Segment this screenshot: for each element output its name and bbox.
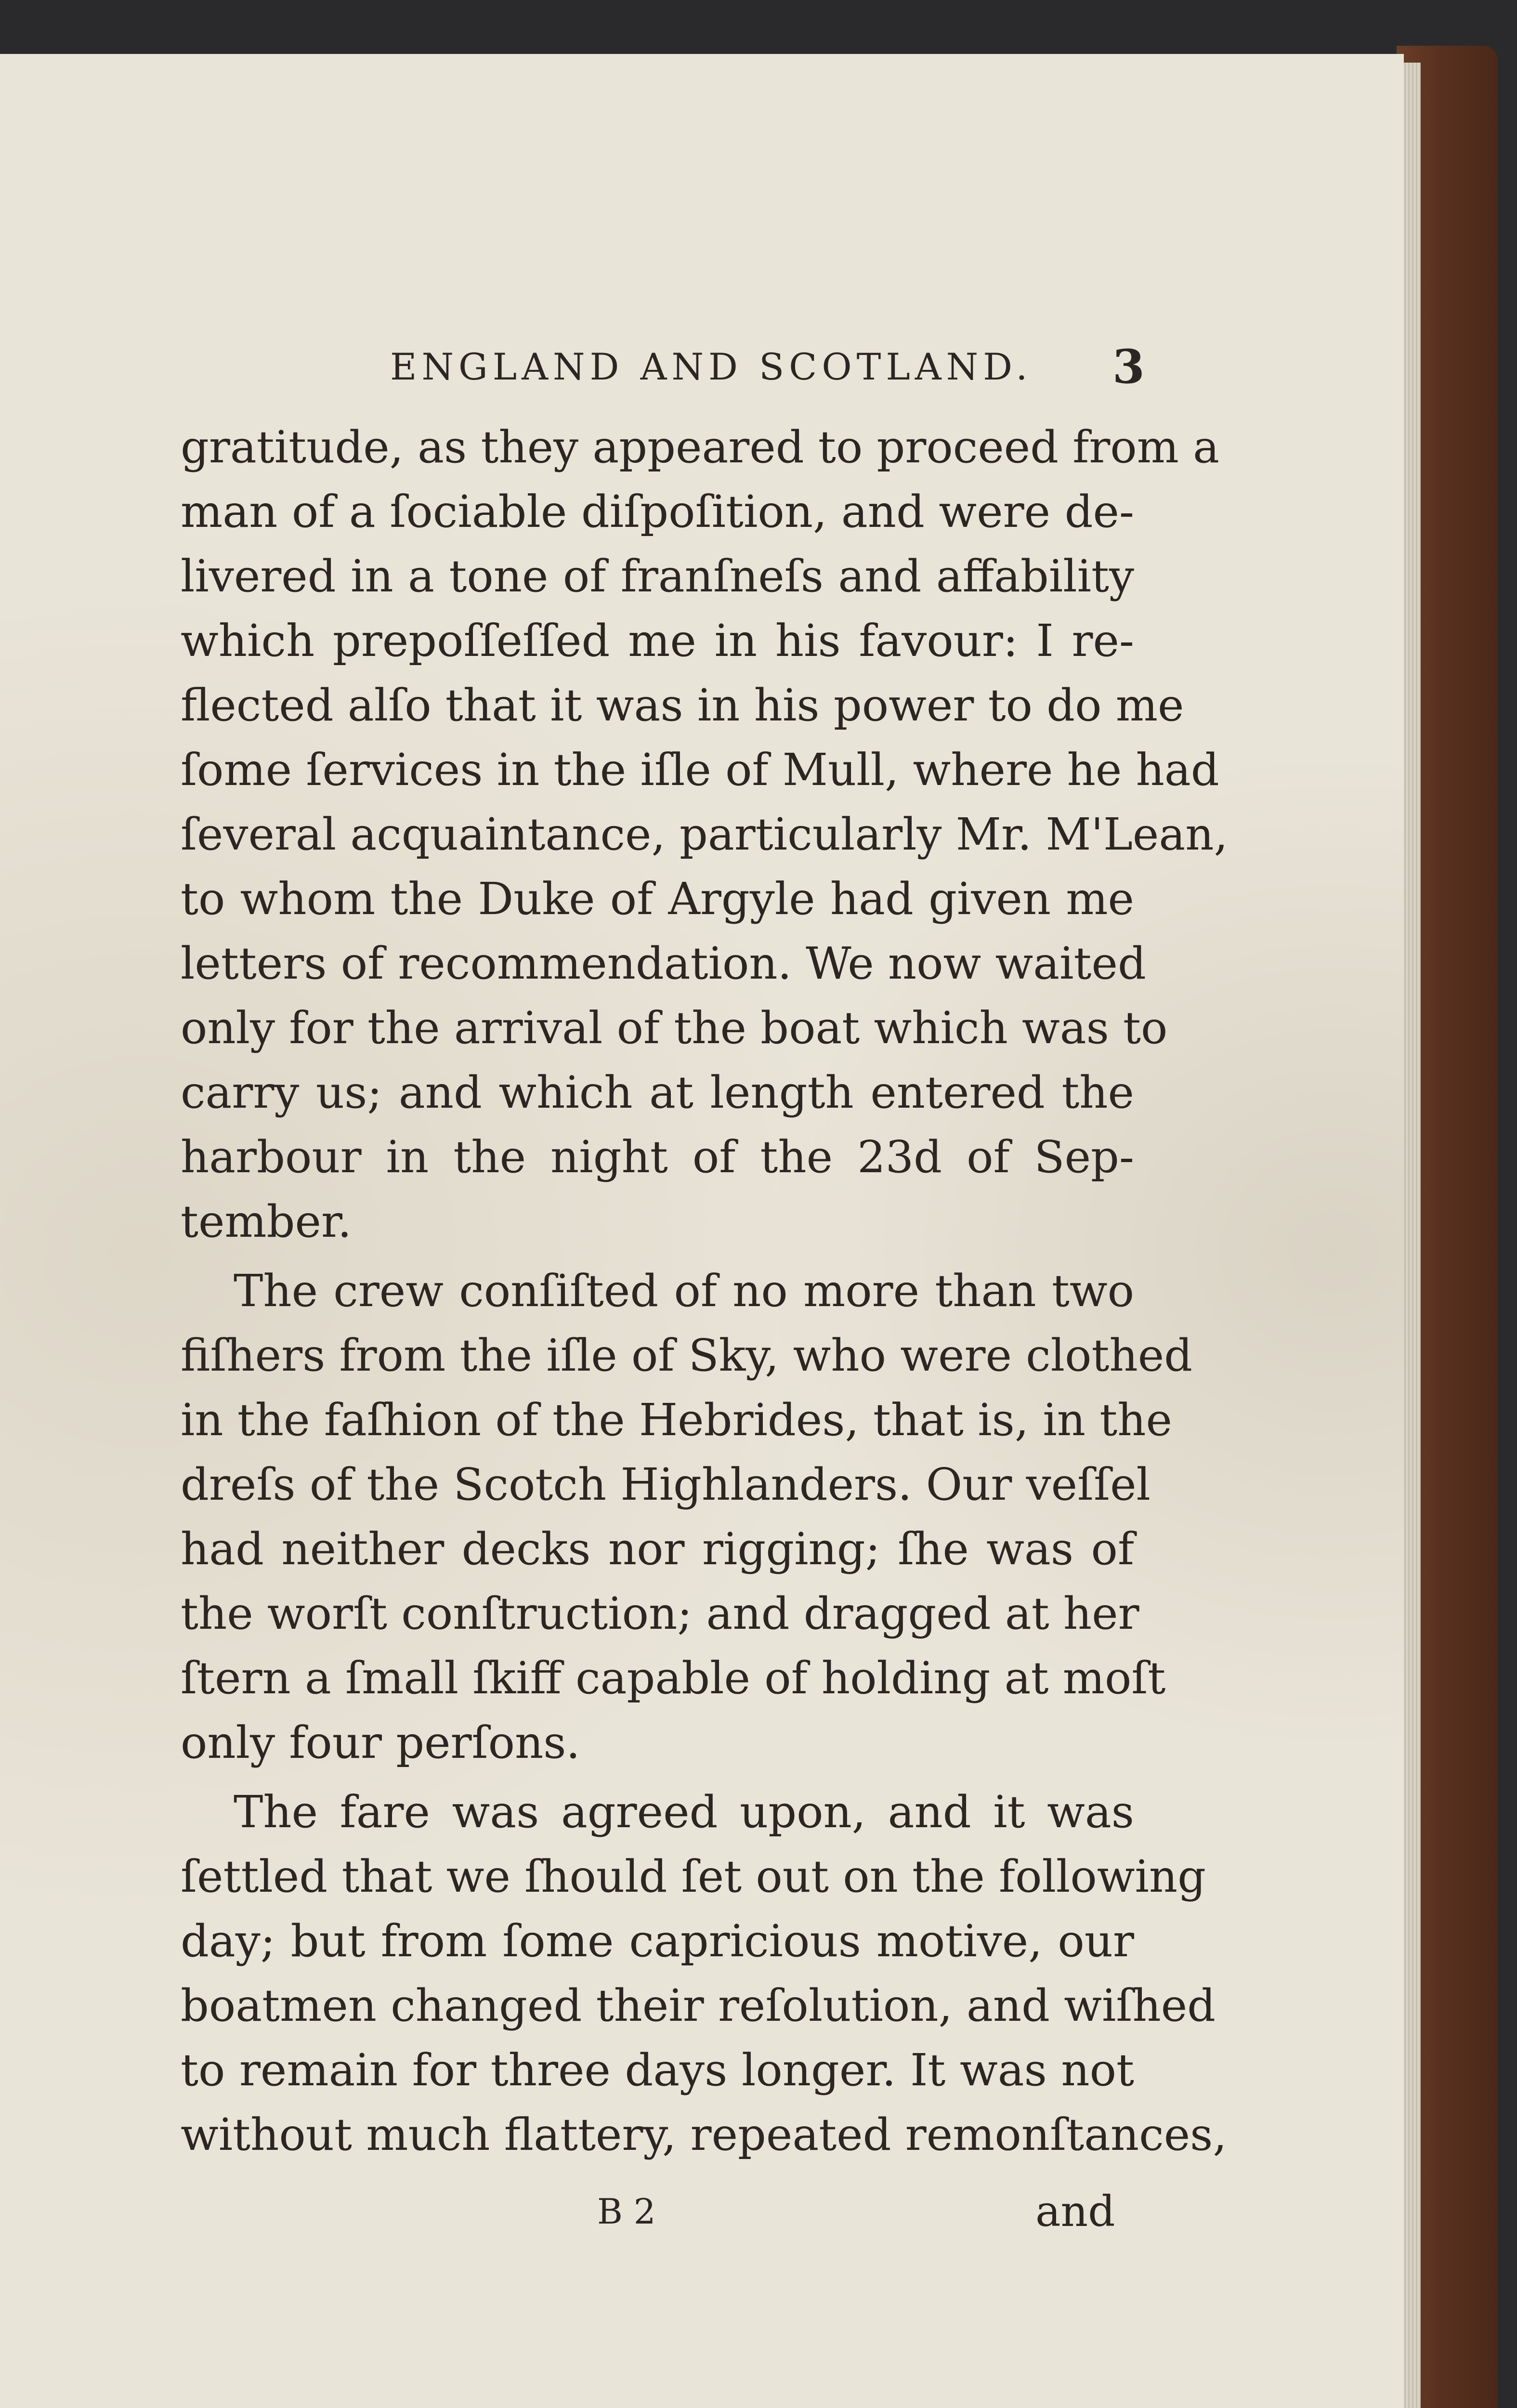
page-footer (0, 2183, 1404, 2240)
text-line: boatmen changed their reſolution, and wiſhed (181, 1980, 1216, 2031)
text-line: harbour in the night of the 23d of Sep- (181, 1131, 1134, 1183)
text-line: in the faſhion of the Hebrides, that is, in the (181, 1394, 1172, 1446)
text-line: letters of recommendation. We now waited (181, 938, 1146, 989)
text-line: ſeveral acquaintance, particularly Mr. M'Lean, (181, 809, 1228, 860)
text-line: ſome ſervices in the iſle of Mull, where he had (181, 744, 1219, 796)
text-line: livered in a tone of franſneſs and affability (181, 550, 1134, 602)
text-line: carry us; and which at length entered the (181, 1067, 1134, 1118)
text-line: The fare was agreed upon, and it was (234, 1786, 1134, 1838)
catchword: and (1035, 2186, 1115, 2236)
text-line: flected alſo that it was in his power to do me (181, 680, 1184, 731)
page-number: 3 (1112, 340, 1145, 394)
text-line: to whom the Duke of Argyle had given me (181, 873, 1134, 925)
text-line: to remain for three days longer. It was not (181, 2044, 1134, 2096)
body-text (181, 415, 1228, 2167)
running-title: ENGLAND AND SCOTLAND. (390, 345, 1033, 388)
text-line: only for the arrival of the boat which was to (181, 1002, 1168, 1054)
text-line: without much flattery, repeated remonſtances, (181, 2109, 1227, 2160)
paragraph-3 (181, 1780, 1227, 2167)
text-line: day; but from ſome capricious motive, our (181, 1915, 1134, 1967)
text-line: ſettled that we ſhould ſet out on the following (181, 1851, 1206, 1902)
text-line: dreſs of the Scotch Highlanders. Our veſſel (181, 1459, 1151, 1510)
text-line: which prepoſſeſſed me in his favour: I re- (181, 615, 1134, 667)
paragraph-1 (181, 415, 1228, 1254)
text-line: ſtern a ſmall ſkiff capable of holding at moſt (181, 1652, 1166, 1704)
text-line: only four perſons. (181, 1717, 580, 1768)
running-head (0, 338, 1404, 396)
signature-mark: B 2 (597, 2191, 656, 2232)
text-line: gratitude, as they appeared to proceed from a (181, 421, 1220, 473)
paragraph-2 (181, 1259, 1193, 1775)
text-line: the worſt conſtruction; and dragged at her (181, 1588, 1139, 1639)
text-line: fiſhers from the iſle of Sky, who were clothed (181, 1330, 1193, 1381)
text-line: The crew conſiſted of no more than two (234, 1265, 1134, 1317)
book-page (0, 54, 1404, 2408)
text-line: man of a ſociable diſpoſition, and were de- (181, 486, 1134, 537)
text-line: tember. (181, 1196, 352, 1247)
text-line: had neither decks nor rigging; ſhe was of (181, 1523, 1134, 1575)
